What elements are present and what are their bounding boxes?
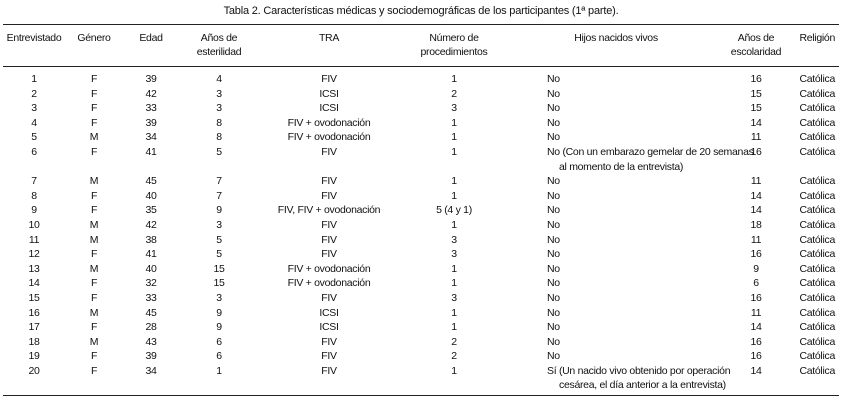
cell-genero: F [90, 102, 98, 115]
cell-esterilidad: 7 [216, 175, 222, 188]
cell-hijos [509, 67, 723, 87]
cell-religion: Católica [799, 145, 835, 158]
hijos-text: No [547, 248, 560, 261]
cell-edad: 28 [145, 321, 157, 334]
cell-escolaridad: 11 [750, 233, 762, 246]
cell-hijos [509, 291, 723, 306]
cell-entrevistado: 17 [28, 321, 40, 334]
cell-escolaridad: 14 [750, 189, 762, 202]
cell-religion: Católica [799, 218, 835, 231]
hijos-text: No [547, 233, 560, 246]
cell-esterilidad: 3 [216, 218, 222, 231]
cell-procedimientos: 1 [451, 189, 457, 202]
cell-tra: ICSI [319, 321, 339, 334]
table-caption: Tabla 2. Características médicas y sociodemográficas de los participantes (1ª parte). [223, 5, 619, 17]
cell-genero: F [90, 321, 98, 334]
hijos-text: No [547, 73, 560, 85]
table-row [3, 87, 839, 102]
cell-tra: FIV, FIV + ovodonación [277, 204, 381, 217]
cell-hijos [509, 262, 723, 277]
cell-genero: F [90, 364, 98, 377]
header-procedimientos: Número de procedimientos [420, 32, 488, 58]
participants-table [3, 26, 839, 393]
cell-procedimientos: 1 [451, 175, 457, 188]
cell-genero: F [90, 204, 98, 217]
cell-procedimientos: 1 [451, 321, 457, 334]
table-row [3, 67, 839, 87]
cell-escolaridad: 11 [750, 131, 762, 144]
cell-hijos [509, 233, 723, 248]
cell-edad: 33 [145, 102, 157, 115]
cell-religion: Católica [799, 73, 835, 85]
cell-tra: FIV [321, 175, 337, 188]
cell-procedimientos: 5 (4 y 1) [436, 204, 472, 217]
cell-tra: FIV [321, 364, 337, 377]
cell-procedimientos: 1 [451, 218, 457, 231]
cell-esterilidad: 6 [216, 335, 222, 348]
table-row [3, 364, 839, 393]
cell-entrevistado: 13 [28, 262, 40, 275]
hijos-text: No [547, 204, 560, 217]
cell-genero: F [90, 248, 98, 261]
cell-edad: 35 [145, 204, 157, 217]
cell-edad: 33 [145, 291, 157, 304]
cell-genero: F [90, 116, 98, 129]
table-row [3, 247, 839, 262]
cell-entrevistado: 6 [31, 145, 37, 158]
cell-entrevistado: 3 [31, 102, 37, 115]
cell-hijos [509, 306, 723, 321]
cell-entrevistado: 19 [28, 350, 40, 363]
cell-tra: FIV [321, 73, 337, 85]
cell-entrevistado: 16 [28, 306, 40, 319]
cell-escolaridad: 11 [750, 306, 762, 319]
cell-procedimientos: 2 [451, 335, 457, 348]
top-rule [3, 24, 839, 25]
header-anios-esterilidad: Años de esterilidad [196, 32, 242, 58]
table-row [3, 349, 839, 364]
hijos-text: No [547, 262, 560, 275]
cell-tra: FIV + ovodonación [287, 277, 371, 290]
cell-esterilidad: 3 [216, 87, 222, 100]
hijos-text: No [547, 350, 560, 363]
bottom-rule [3, 395, 839, 396]
cell-hijos [509, 349, 723, 364]
hijos-text: No [547, 306, 560, 319]
cell-entrevistado: 4 [31, 116, 37, 129]
cell-tra: FIV [321, 248, 337, 261]
cell-entrevistado: 1 [31, 73, 37, 85]
cell-tra: FIV + ovodonación [287, 131, 371, 144]
cell-religion: Católica [799, 248, 835, 261]
cell-religion: Católica [799, 306, 835, 319]
cell-religion: Católica [799, 204, 835, 217]
cell-escolaridad: 16 [750, 248, 762, 261]
cell-religion: Católica [799, 321, 835, 334]
table-row [3, 189, 839, 204]
cell-edad: 43 [145, 335, 157, 348]
cell-tra: FIV + ovodonación [287, 116, 371, 129]
cell-procedimientos: 3 [451, 102, 457, 115]
cell-hijos [509, 189, 723, 204]
cell-tra: FIV [321, 233, 337, 246]
hijos-text: No [547, 218, 560, 231]
cell-edad: 38 [145, 233, 157, 246]
cell-esterilidad: 15 [213, 262, 225, 275]
header-tra: TRA [318, 32, 340, 44]
cell-religion: Católica [799, 233, 835, 246]
cell-hijos [509, 87, 723, 102]
cell-esterilidad: 8 [216, 116, 222, 129]
cell-escolaridad: 16 [750, 350, 762, 363]
cell-religion: Católica [799, 350, 835, 363]
cell-genero: M [89, 306, 99, 319]
cell-procedimientos: 2 [451, 87, 457, 100]
cell-escolaridad: 15 [750, 102, 762, 115]
cell-esterilidad: 1 [216, 364, 222, 377]
cell-hijos [509, 145, 754, 174]
cell-hijos [509, 364, 731, 393]
cell-religion: Católica [799, 364, 835, 377]
cell-hijos [509, 320, 723, 335]
header-escolaridad: Años de escolaridad [730, 32, 782, 58]
cell-hijos [509, 203, 723, 218]
cell-esterilidad: 5 [216, 233, 222, 246]
cell-tra: FIV [321, 145, 337, 158]
cell-escolaridad: 14 [750, 364, 762, 377]
cell-edad: 39 [145, 116, 157, 129]
cell-religion: Católica [799, 335, 835, 348]
header-genero: Género [77, 32, 111, 44]
cell-esterilidad: 7 [216, 189, 222, 202]
cell-esterilidad: 8 [216, 131, 222, 144]
hijos-text-continued: al momento de la entrevista) [559, 160, 684, 173]
hijos-text: No [547, 291, 560, 304]
cell-entrevistado: 14 [28, 277, 40, 290]
cell-esterilidad: 15 [213, 277, 225, 290]
cell-hijos [509, 174, 723, 189]
hijos-text: No [547, 116, 560, 129]
cell-entrevistado: 12 [28, 248, 40, 261]
cell-hijos [509, 247, 723, 262]
cell-religion: Católica [799, 175, 835, 188]
cell-genero: M [89, 131, 99, 144]
cell-entrevistado: 10 [28, 218, 40, 231]
cell-procedimientos: 3 [451, 291, 457, 304]
table-row [3, 203, 839, 218]
cell-procedimientos: 1 [451, 262, 457, 275]
cell-hijos [509, 101, 723, 116]
hijos-text: No [547, 102, 560, 115]
header-entrevistado: Entrevistado [6, 32, 62, 44]
cell-escolaridad: 16 [750, 73, 762, 85]
cell-procedimientos: 3 [451, 248, 457, 261]
hijos-text: No [547, 131, 560, 144]
cell-escolaridad: 16 [750, 145, 762, 158]
cell-religion: Católica [799, 262, 835, 275]
cell-religion: Católica [799, 102, 835, 115]
cell-entrevistado: 11 [28, 233, 40, 246]
cell-escolaridad: 14 [750, 321, 762, 334]
table-row [3, 335, 839, 350]
table-row [3, 145, 839, 174]
table-body [3, 67, 839, 393]
cell-procedimientos: 1 [451, 364, 457, 377]
cell-genero: F [90, 87, 98, 100]
cell-tra: ICSI [319, 306, 339, 319]
cell-entrevistado: 2 [31, 87, 37, 100]
cell-escolaridad: 16 [750, 291, 762, 304]
cell-procedimientos: 1 [451, 131, 457, 144]
cell-edad: 42 [145, 218, 157, 231]
cell-entrevistado: 5 [31, 131, 37, 144]
cell-genero: F [90, 291, 98, 304]
cell-esterilidad: 3 [216, 102, 222, 115]
cell-tra: ICSI [319, 102, 339, 115]
hijos-text: No [547, 335, 560, 348]
cell-escolaridad: 6 [753, 277, 759, 290]
cell-hijos [509, 130, 723, 145]
cell-escolaridad: 18 [750, 218, 762, 231]
cell-genero: F [90, 350, 98, 363]
table-row [3, 116, 839, 131]
cell-procedimientos: 1 [451, 116, 457, 129]
cell-genero: M [89, 262, 99, 275]
cell-genero: F [90, 145, 98, 158]
cell-procedimientos: 1 [451, 73, 457, 85]
cell-procedimientos: 1 [451, 306, 457, 319]
cell-genero: M [89, 335, 99, 348]
table-row [3, 101, 839, 116]
hijos-text: No (Con un embarazo gemelar de 20 semanas [547, 145, 754, 158]
cell-esterilidad: 5 [216, 248, 222, 261]
cell-hijos [509, 276, 723, 291]
cell-religion: Católica [799, 277, 835, 290]
cell-genero: M [89, 218, 99, 231]
cell-esterilidad: 9 [216, 204, 222, 217]
table-row [3, 218, 839, 233]
cell-edad: 45 [145, 175, 157, 188]
cell-entrevistado: 15 [28, 291, 40, 304]
cell-hijos [509, 335, 723, 350]
cell-esterilidad: 4 [216, 73, 222, 85]
hijos-text: No [547, 175, 560, 188]
cell-entrevistado: 20 [28, 364, 40, 377]
cell-tra: FIV [321, 189, 337, 202]
cell-escolaridad: 15 [750, 87, 762, 100]
cell-tra: FIV [321, 350, 337, 363]
hijos-text: No [547, 189, 560, 202]
cell-escolaridad: 9 [753, 262, 759, 275]
cell-edad: 32 [145, 277, 157, 290]
hijos-text: Sí (Un nacido vivo obtenido por operación [547, 364, 731, 377]
cell-esterilidad: 9 [216, 321, 222, 334]
cell-procedimientos: 1 [451, 145, 457, 158]
cell-edad: 40 [145, 262, 157, 275]
cell-religion: Católica [799, 291, 835, 304]
table-row [3, 276, 839, 291]
hijos-text-continued: cesárea, el día anterior a la entrevista) [559, 379, 726, 392]
table-row [3, 233, 839, 248]
cell-edad: 40 [145, 189, 157, 202]
cell-entrevistado: 9 [31, 204, 37, 217]
cell-esterilidad: 9 [216, 306, 222, 319]
hijos-text: No [547, 277, 560, 290]
cell-tra: FIV [321, 335, 337, 348]
cell-religion: Católica [799, 116, 835, 129]
cell-genero: M [89, 233, 99, 246]
cell-edad: 39 [145, 350, 157, 363]
cell-edad: 39 [145, 73, 157, 85]
cell-escolaridad: 14 [750, 204, 762, 217]
cell-entrevistado: 7 [31, 175, 37, 188]
cell-procedimientos: 1 [451, 277, 457, 290]
cell-genero: F [90, 73, 98, 85]
cell-esterilidad: 6 [216, 350, 222, 363]
table-row [3, 130, 839, 145]
cell-genero: F [90, 277, 98, 290]
cell-tra: ICSI [319, 87, 339, 100]
table-row [3, 291, 839, 306]
cell-tra: FIV [321, 218, 337, 231]
cell-esterilidad: 3 [216, 291, 222, 304]
hijos-text: No [547, 87, 560, 100]
cell-escolaridad: 14 [750, 116, 762, 129]
cell-tra: FIV [321, 291, 337, 304]
cell-religion: Católica [799, 189, 835, 202]
cell-edad: 42 [145, 87, 157, 100]
cell-escolaridad: 11 [750, 175, 762, 188]
cell-tra: FIV + ovodonación [287, 262, 371, 275]
cell-edad: 34 [145, 364, 157, 377]
cell-religion: Católica [799, 131, 835, 144]
table-row [3, 262, 839, 277]
cell-entrevistado: 8 [31, 189, 37, 202]
cell-entrevistado: 18 [28, 335, 40, 348]
cell-hijos [509, 116, 723, 131]
table-row [3, 320, 839, 335]
cell-genero: M [89, 175, 99, 188]
table-row [3, 306, 839, 321]
cell-edad: 41 [145, 145, 157, 158]
cell-procedimientos: 2 [451, 350, 457, 363]
cell-genero: F [90, 189, 98, 202]
header-edad: Edad [139, 32, 163, 44]
hijos-text: No [547, 321, 560, 334]
cell-hijos [509, 218, 723, 233]
cell-procedimientos: 3 [451, 233, 457, 246]
cell-edad: 45 [145, 306, 157, 319]
header-hijos: Hijos nacidos vivos [574, 32, 658, 44]
table-row [3, 174, 839, 189]
header-row [3, 26, 839, 67]
cell-esterilidad: 5 [216, 145, 222, 158]
cell-edad: 41 [145, 248, 157, 261]
cell-edad: 34 [145, 131, 157, 144]
header-religion: Religión [799, 32, 835, 44]
cell-religion: Católica [799, 87, 835, 100]
cell-escolaridad: 16 [750, 335, 762, 348]
